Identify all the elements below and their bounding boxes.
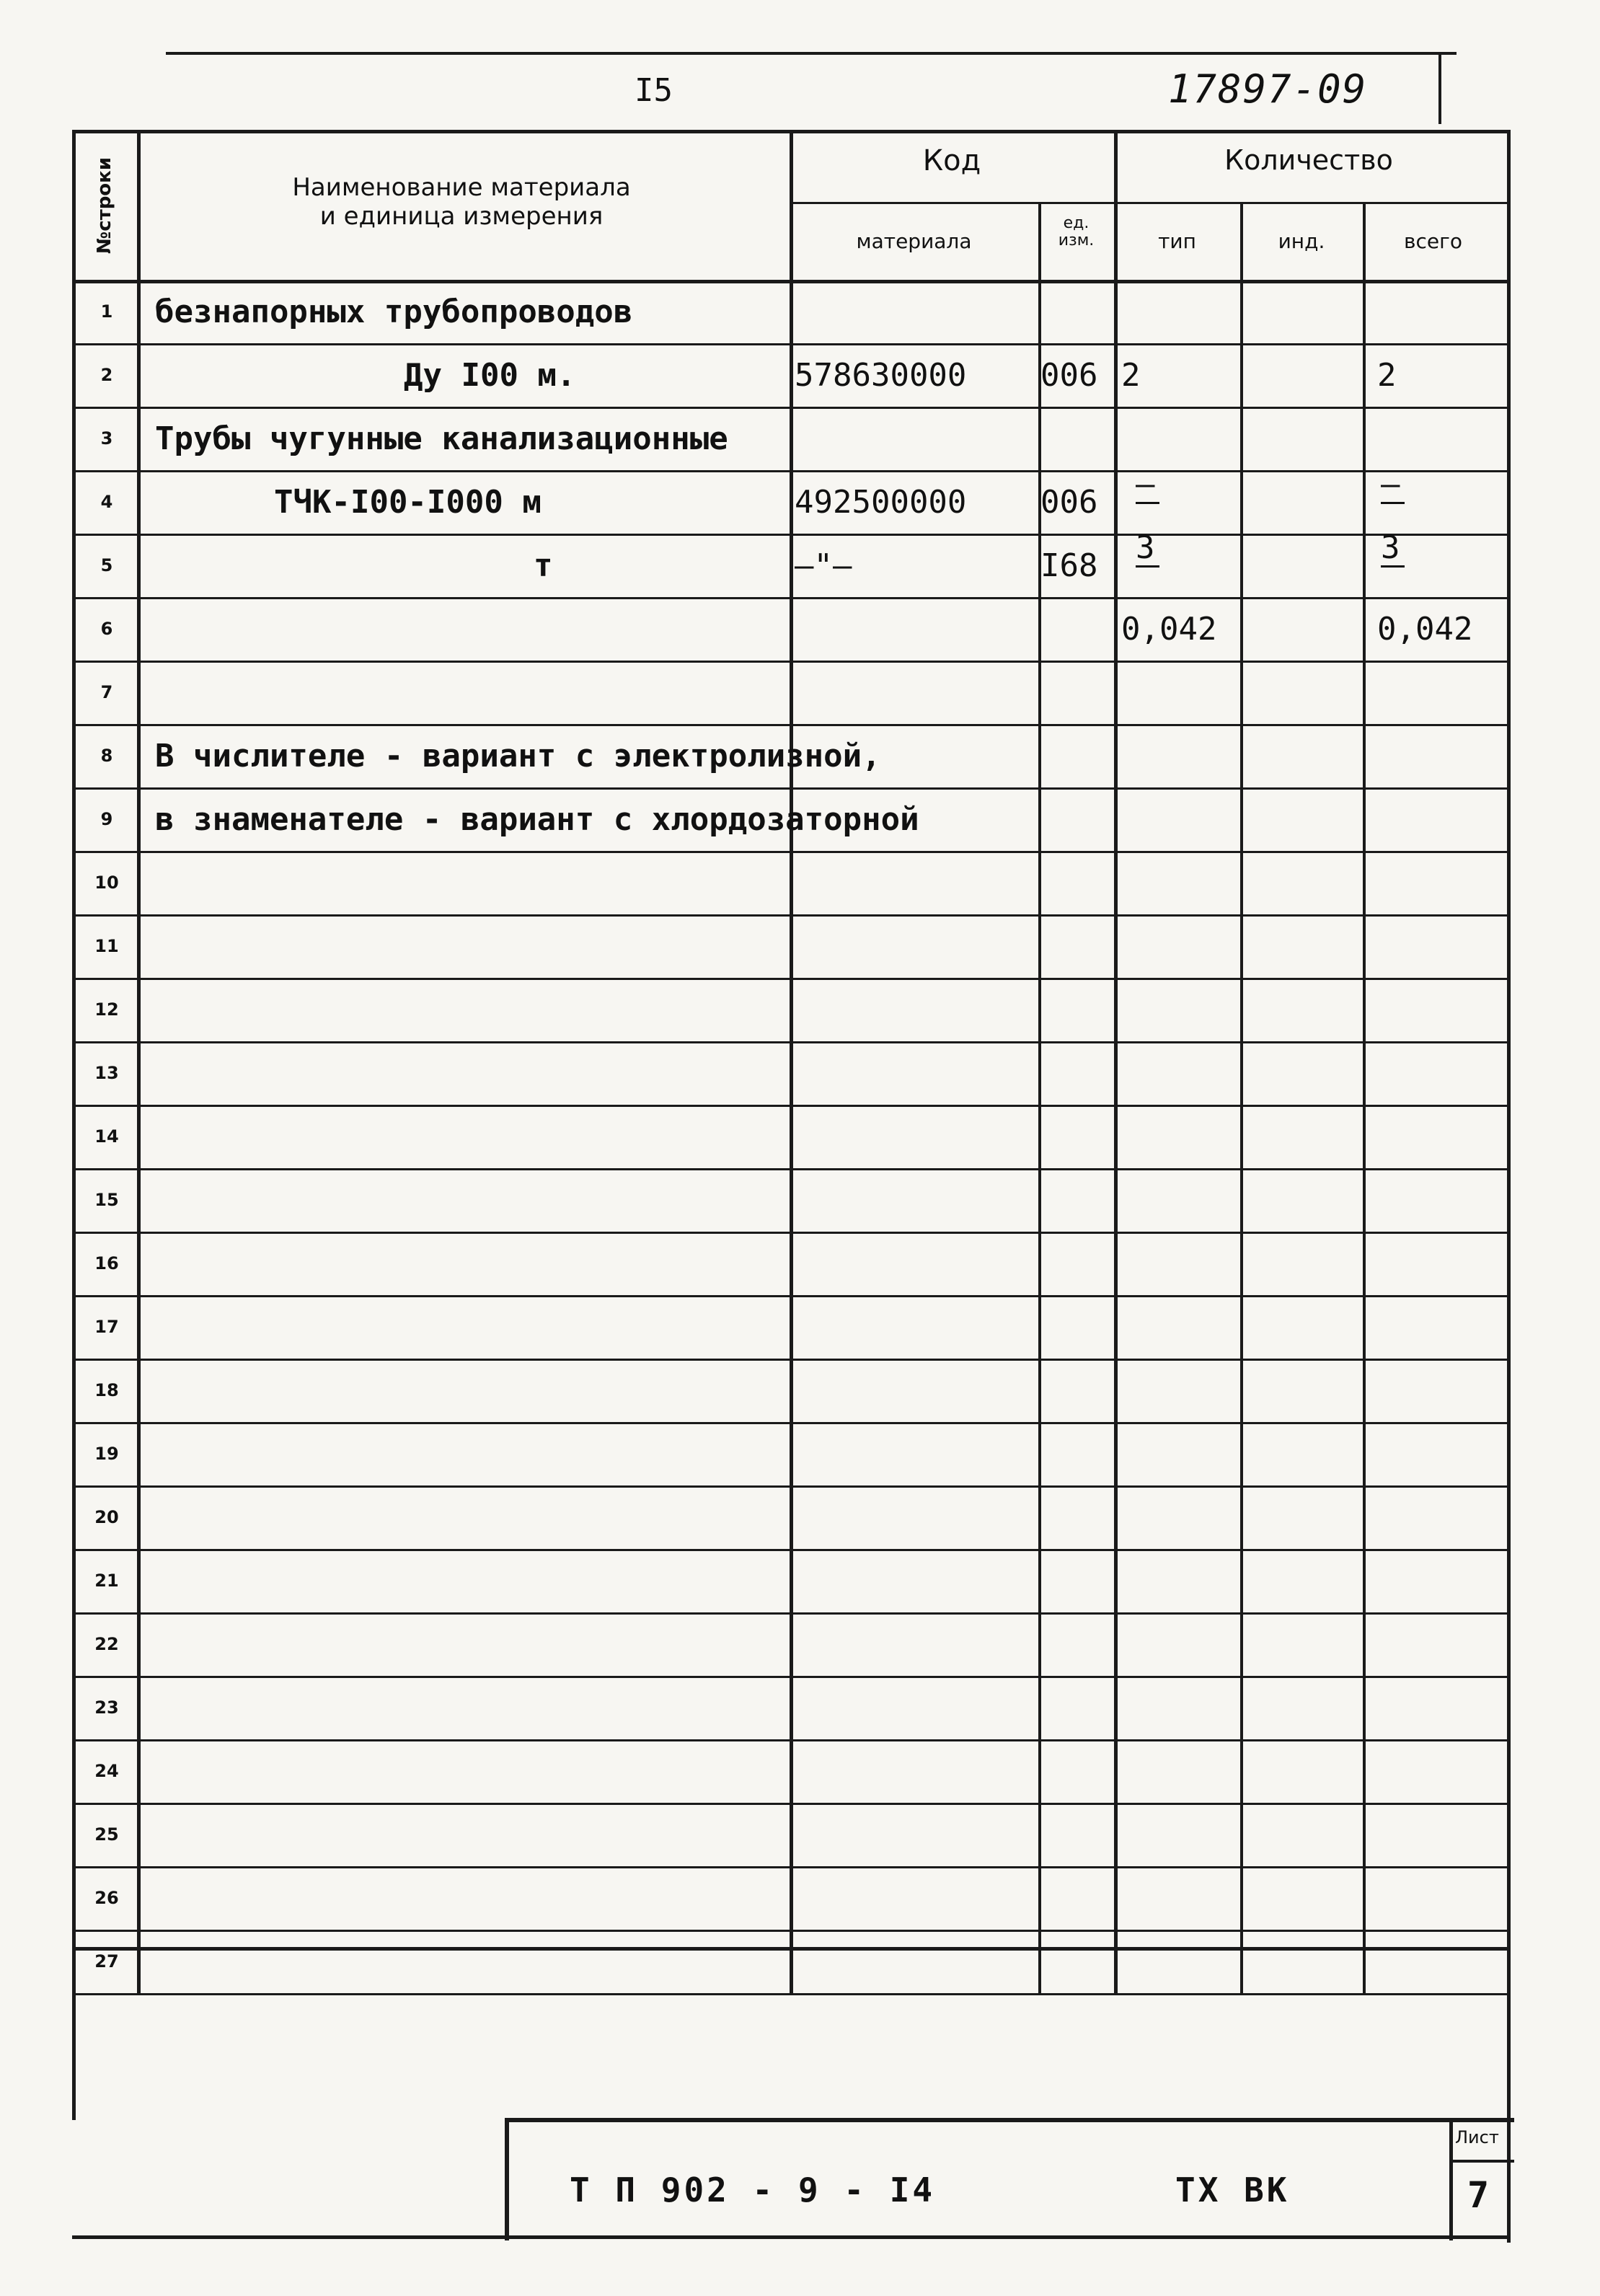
stamp-sheet-number: 7 [1467, 2174, 1490, 2216]
quantity-type-fraction-numerator: 3 [1136, 532, 1159, 568]
row-number: 26 [94, 1888, 119, 1908]
row-number: 8 [100, 746, 113, 766]
table-row [0, 345, 1600, 408]
name-header-line-2: и единица измерения [319, 202, 604, 231]
quantity-type-fraction-numerator: – [1136, 469, 1159, 504]
unit-code: I68 [1040, 547, 1098, 584]
name-header-line-1: Наименование материала [292, 173, 631, 202]
unit-code: 006 [1040, 483, 1098, 521]
row-number: 7 [100, 682, 113, 702]
stamp-sheet-label: Лист [1455, 2127, 1499, 2147]
row-number-header-cell [72, 144, 137, 274]
row-number: 11 [94, 936, 119, 956]
table-row [0, 1043, 1600, 1106]
table-row [0, 1804, 1600, 1868]
table-row [0, 662, 1600, 725]
row-number: 16 [94, 1253, 119, 1273]
top-right-mark [1438, 52, 1441, 124]
row-number: 15 [94, 1190, 119, 1210]
row-number: 22 [94, 1634, 119, 1654]
row-number: 25 [94, 1824, 119, 1845]
quantity-header: Количество [1224, 144, 1393, 176]
row-number-header: №строки [94, 156, 115, 255]
quantity-total-fraction-numerator: 3 [1381, 532, 1405, 568]
material-name: Трубы чугунные канализационные [155, 420, 728, 457]
table-row [0, 599, 1600, 662]
table-row [0, 1360, 1600, 1423]
table-row [0, 1614, 1600, 1677]
code-material-header: материала [856, 229, 972, 253]
table-row [0, 725, 1600, 789]
material-name: т [534, 547, 553, 584]
quantity-type [1136, 465, 1159, 532]
material-name: в знаменателе - вариант с хлордозаторной [155, 800, 919, 838]
table-row [0, 1106, 1600, 1170]
row-number: 20 [94, 1507, 119, 1527]
page-number: I5 [635, 72, 673, 109]
row-number: 17 [94, 1317, 119, 1337]
stamp-left-rule [505, 2118, 509, 2240]
table-row [0, 529, 1600, 599]
row-number: 14 [94, 1126, 119, 1147]
quantity-type [1136, 529, 1159, 596]
unit-code: 006 [1040, 356, 1098, 394]
stamp-project-code: Т П 902 - 9 - I4 [570, 2171, 936, 2209]
row-number: 5 [100, 555, 113, 575]
code-unit-header-line-1: ед. [1063, 214, 1089, 232]
code-unit-header-line-2: изм. [1058, 231, 1095, 250]
table-row [0, 1677, 1600, 1741]
table-row [0, 1170, 1600, 1233]
row-number: 2 [100, 365, 113, 385]
row-number: 6 [100, 619, 113, 639]
code-unit-header [1038, 215, 1114, 250]
table-row [0, 1550, 1600, 1614]
row-number: 9 [100, 809, 113, 829]
row-number: 24 [94, 1761, 119, 1781]
table-row [0, 1487, 1600, 1550]
row-number: 12 [94, 999, 119, 1020]
table-row [0, 1931, 1600, 1995]
material-name: безнапорных трубопроводов [155, 293, 633, 330]
material-name: В числителе - вариант с электролизной, [155, 737, 881, 774]
row-number: 1 [100, 301, 113, 322]
quantity-type: 2 [1121, 356, 1141, 394]
table-row [0, 1233, 1600, 1297]
name-header [137, 173, 786, 231]
row-number: 4 [100, 492, 113, 512]
quantity-type-fraction-denominator [1136, 568, 1155, 599]
page-bottom-border [72, 2235, 1511, 2239]
quantity-total-fraction [1381, 465, 1405, 536]
quantity-type-fraction [1136, 529, 1159, 599]
table-row [0, 1297, 1600, 1360]
quantity-total [1381, 465, 1405, 532]
quantity-total: 0,042 [1377, 610, 1473, 648]
row-number: 27 [94, 1951, 119, 1972]
top-rule [166, 52, 1457, 55]
header-mid-rule [790, 202, 1507, 204]
row-number: 18 [94, 1380, 119, 1400]
quantity-total: 2 [1377, 356, 1397, 394]
qty-type-header: тип [1158, 229, 1196, 253]
table-row [0, 1423, 1600, 1487]
table-row [0, 979, 1600, 1043]
material-code: 492500000 [795, 483, 967, 521]
quantity-type-fraction [1136, 465, 1159, 536]
row-number: 3 [100, 428, 113, 449]
qty-ind-header: инд. [1278, 229, 1325, 253]
stamp-sheet-divider [1449, 2160, 1514, 2163]
row-number: 23 [94, 1697, 119, 1718]
quantity-total-fraction-denominator [1381, 568, 1400, 599]
row-number: 19 [94, 1444, 119, 1464]
code-header: Код [922, 144, 981, 177]
table-row [0, 916, 1600, 979]
document-code: 17897-09 [1168, 66, 1368, 112]
table-row [0, 465, 1600, 535]
stamp-top-rule [505, 2118, 1514, 2122]
qty-total-header: всего [1404, 229, 1462, 253]
quantity-total-fraction-numerator: – [1381, 469, 1405, 504]
quantity-total [1381, 529, 1405, 596]
table-row [0, 789, 1600, 852]
table-row [0, 1741, 1600, 1804]
table-row [0, 408, 1600, 472]
material-name: Ду I00 м. [404, 356, 576, 394]
row-number: 13 [94, 1063, 119, 1083]
table-row [0, 1868, 1600, 1931]
stamp-section: ТХ ВК [1175, 2171, 1290, 2209]
row-number: 21 [94, 1571, 119, 1591]
stamp-sheet-rule [1449, 2118, 1453, 2240]
row-number: 10 [94, 873, 119, 893]
quantity-total-fraction [1381, 529, 1405, 599]
quantity-type: 0,042 [1121, 610, 1217, 648]
material-name: ТЧК-I00-I000 м [274, 483, 542, 521]
material-code: –"– [795, 547, 852, 584]
table-row [0, 852, 1600, 916]
material-code: 578630000 [795, 356, 967, 394]
table-row [0, 281, 1600, 345]
